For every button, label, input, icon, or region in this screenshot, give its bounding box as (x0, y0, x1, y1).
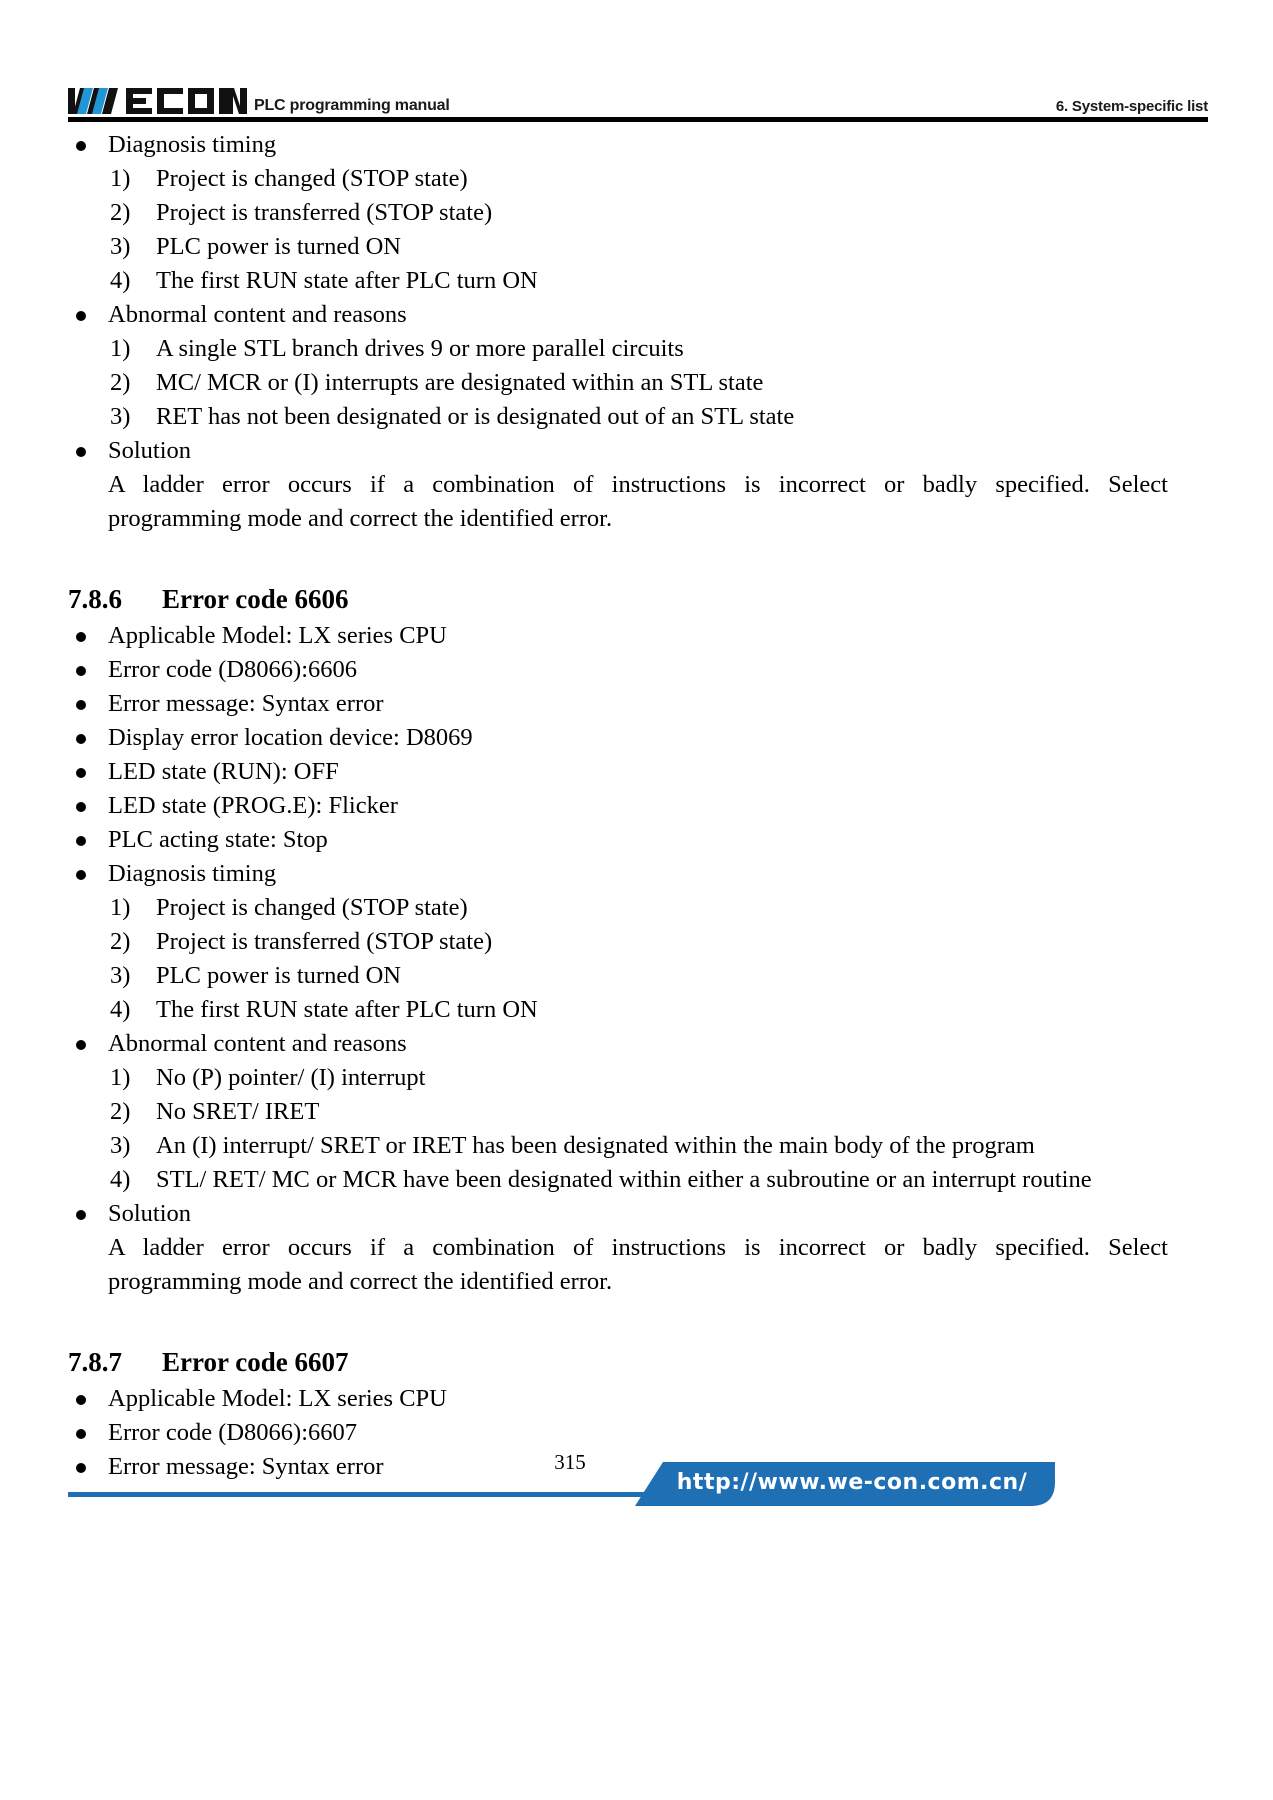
item-marker: 1) (110, 1064, 131, 1091)
numbered-item (68, 196, 1208, 230)
section-spacer (68, 535, 1208, 579)
header-chapter-title: 6. System-specific list (1055, 98, 1208, 115)
section-6605-continuation (68, 128, 1208, 535)
footer-divider (68, 1492, 648, 1497)
bullet-item: LED state (RUN): OFF (68, 755, 1208, 789)
item-marker: 2) (110, 928, 131, 955)
item-marker: 1) (110, 165, 131, 192)
numbered-item (68, 1163, 1208, 1197)
numbered-item (68, 1095, 1208, 1129)
header-divider (68, 117, 1208, 122)
paragraph-line: A ladder error occurs if a combination of instructions is incorrect or badly specified. Select (108, 1234, 1168, 1261)
item-text: MC/ MCR or (I) interrupts are designated within an STL state (156, 369, 764, 396)
item-marker: 1) (110, 335, 131, 362)
item-marker: 4) (110, 996, 131, 1023)
numbered-item (68, 1129, 1208, 1163)
item-text: No (P) pointer/ (I) interrupt (156, 1064, 426, 1091)
bullet-item: Error code (D8066):6607 (68, 1416, 1208, 1450)
section-heading (68, 579, 1208, 619)
item-text: Project is changed (STOP state) (156, 165, 468, 192)
item-marker: 3) (110, 1132, 131, 1159)
item-text: A single STL branch drives 9 or more parallel circuits (156, 335, 684, 362)
item-marker: 3) (110, 962, 131, 989)
numbered-item (68, 993, 1208, 1027)
paragraph-line: programming mode and correct the identified error. (108, 504, 613, 532)
section-spacer (68, 1298, 1208, 1342)
bullet-item: Abnormal content and reasons (68, 298, 1208, 332)
item-text: PLC power is turned ON (156, 962, 401, 989)
page-content (68, 128, 1208, 1484)
item-text: Project is transferred (STOP state) (156, 928, 493, 955)
item-marker: 1) (110, 894, 131, 921)
numbered-item (68, 230, 1208, 264)
numbered-item (68, 332, 1208, 366)
numbered-item (68, 162, 1208, 196)
item-text: Project is transferred (STOP state) (156, 199, 493, 226)
numbered-item (68, 366, 1208, 400)
paragraph-line: programming mode and correct the identified error. (108, 1267, 613, 1295)
solution-paragraph (68, 468, 1168, 535)
item-text: The first RUN state after PLC turn ON (156, 996, 538, 1023)
bullet-item: Error message: Syntax error (68, 687, 1208, 721)
bullet-item: LED state (PROG.E): Flicker (68, 789, 1208, 823)
item-text: The first RUN state after PLC turn ON (156, 267, 538, 294)
bullet-item: Diagnosis timing (68, 857, 1208, 891)
bullet-item: Error code (D8066):6606 (68, 653, 1208, 687)
footer-website-url[interactable]: http://www.we-con.com.cn/ (676, 1470, 1028, 1495)
item-text: An (I) interrupt/ SRET or IRET has been designated within the main body of the program (156, 1132, 1035, 1159)
section-title: Error code 6607 (162, 1347, 349, 1377)
bullet-item: Abnormal content and reasons (68, 1027, 1208, 1061)
solution-paragraph (68, 1231, 1168, 1298)
item-text: RET has not been designated or is designated out of an STL state (156, 403, 795, 430)
item-text: No SRET/ IRET (156, 1098, 320, 1125)
item-text: STL/ RET/ MC or MCR have been designated within either a subroutine or an interrupt routine (156, 1166, 1092, 1193)
section-heading (68, 1342, 1208, 1382)
bullet-item: Diagnosis timing (68, 128, 1208, 162)
numbered-item (68, 925, 1208, 959)
page-header (68, 78, 1208, 118)
page-number: 315 (554, 1450, 586, 1474)
item-marker: 3) (110, 403, 131, 430)
bullet-item: Applicable Model: LX series CPU (68, 1382, 1208, 1416)
item-marker: 2) (110, 1098, 131, 1125)
section-7-8-6 (68, 579, 1208, 1298)
item-marker: 2) (110, 369, 131, 396)
wecon-logo (68, 86, 248, 116)
header-left-group (68, 86, 450, 116)
bullet-item: PLC acting state: Stop (68, 823, 1208, 857)
bullet-item: Error message: Syntax error (68, 1450, 1208, 1484)
page-footer (0, 1448, 1273, 1528)
item-text: PLC power is turned ON (156, 233, 401, 260)
section-number: 7.8.6 (68, 584, 122, 614)
numbered-item (68, 1061, 1208, 1095)
item-text: Project is changed (STOP state) (156, 894, 468, 921)
bullet-item: Applicable Model: LX series CPU (68, 619, 1208, 653)
numbered-item (68, 959, 1208, 993)
numbered-item (68, 891, 1208, 925)
section-number: 7.8.7 (68, 1347, 122, 1377)
item-marker: 2) (110, 199, 131, 226)
bullet-item: Solution (68, 434, 1208, 468)
paragraph-line: A ladder error occurs if a combination of instructions is incorrect or badly specified. Select (108, 471, 1168, 498)
bullet-item: Solution (68, 1197, 1208, 1231)
item-marker: 4) (110, 267, 131, 294)
numbered-item (68, 264, 1208, 298)
header-manual-title: PLC programming manual (254, 97, 450, 114)
item-marker: 4) (110, 1166, 131, 1193)
section-title: Error code 6606 (162, 584, 349, 614)
item-marker: 3) (110, 233, 131, 260)
bullet-item: Display error location device: D8069 (68, 721, 1208, 755)
numbered-item (68, 400, 1208, 434)
